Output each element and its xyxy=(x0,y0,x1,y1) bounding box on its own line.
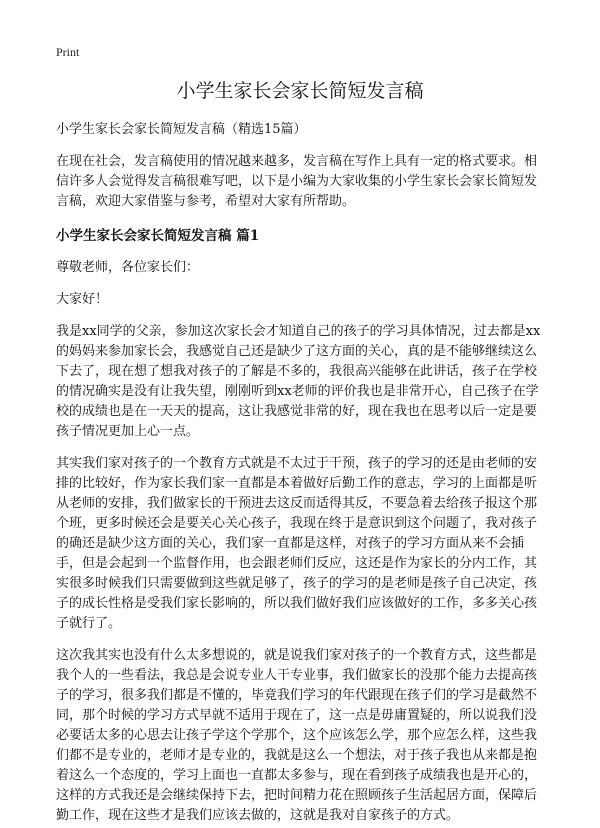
document-subtitle: 小学生家长会家长简短发言稿（精选15篇） xyxy=(56,122,307,137)
greeting: 尊敬老师，各位家长们： xyxy=(56,260,200,275)
print-label: Print xyxy=(56,45,80,59)
body-paragraph-1: 我是xx同学的父亲，参加这次家长会才知道自己的孩子的学习具体情况，过去都是xx的妈妈来参加家长会，我感觉自己还是缺少了这方面的关心，真的是不能够继续这么下去了，现在想了想我对孩子的了解是不多的，我很高兴能够在此讲话，孩子在学校的情况确实是没有让我失望，刚刚听到xx老师的评价我也是非常开心，自己孩子在学校的成绩也是在一天天的提高，这让我感觉非常的好，现在我也在思考以后一定是要孩子情况更加上心一点。 xyxy=(56,324,541,439)
section-title: 小学生家长会家长简短发言稿 篇1 xyxy=(56,228,260,244)
body-paragraph-3: 这次我其实也没有什么太多想说的，就是说我们家对孩子的一个教育方式，这些都是我个人的一些看法，我总是会说专业人干专业事，我们做家长的没那个能力去提高孩子的学习，很多我们都是不懂的，毕竟我们学习的年代跟现在孩子们的学习是截然不同，那个时候的学习方式早就不适用于现在了，这一点是毋庸置疑的，所以说我们没必要话太多的心思去让孩子学这个学那个，这个应该怎么学，那个应怎么样，这些我们都不是专业的，老师才是专业的，我就是这么一个想法，对于孩子我也从来都是抱着这么一个态度的，学习上面也一直都太多参与，现在看到孩子成绩我也是开心的，这样的方式我还是会继续保持下去，把时间精力花在照顾孩子生活起居方面，保障后勤工作，现在这些才是我们应该去做的，这就是我对自家孩子的方式。 xyxy=(56,648,538,823)
body-paragraph-2: 其实我们家对孩子的一个教育方式就是不太过于干预，孩子的学习的还是由老师的安排的比较好，作为家长我们家一直都是本着做好后勤工作的意志，学习的上面都是听从老师的安排，我们做家长的干预进去这反而适得其反，不要急着去给孩子报这个那个班，更多时候还会是要关心关心孩子，我现在终于是意识到这个问题了，我对孩子的确还是缺少这方面的关心，我们家一直都是这样，对孩子的学习方面从来不会插手，但是会起到一个监督作用，也会跟老师们反应，这还是作为家长的分内工作，其实很多时候我们只需要做到这些就足够了，孩子的学习的是老师是孩子自己决定，孩子的成长性格是受我们家长影响的，所以我们做好我们应该做好的工作，多多关心孩子就行了。 xyxy=(56,456,538,631)
document-title: 小学生家长会家长简短发言稿 xyxy=(176,80,424,102)
intro-paragraph: 在现在社会，发言稿使用的情况越来越多，发言稿在写作上具有一定的格式要求。相信许多人会觉得发言稿很难写吧，以下是小编为大家收集的小学生家长会家长简短发言稿，欢迎大家借鉴与参考，希望对大家有所帮助。 xyxy=(56,154,538,209)
hello-line: 大家好！ xyxy=(56,292,109,307)
